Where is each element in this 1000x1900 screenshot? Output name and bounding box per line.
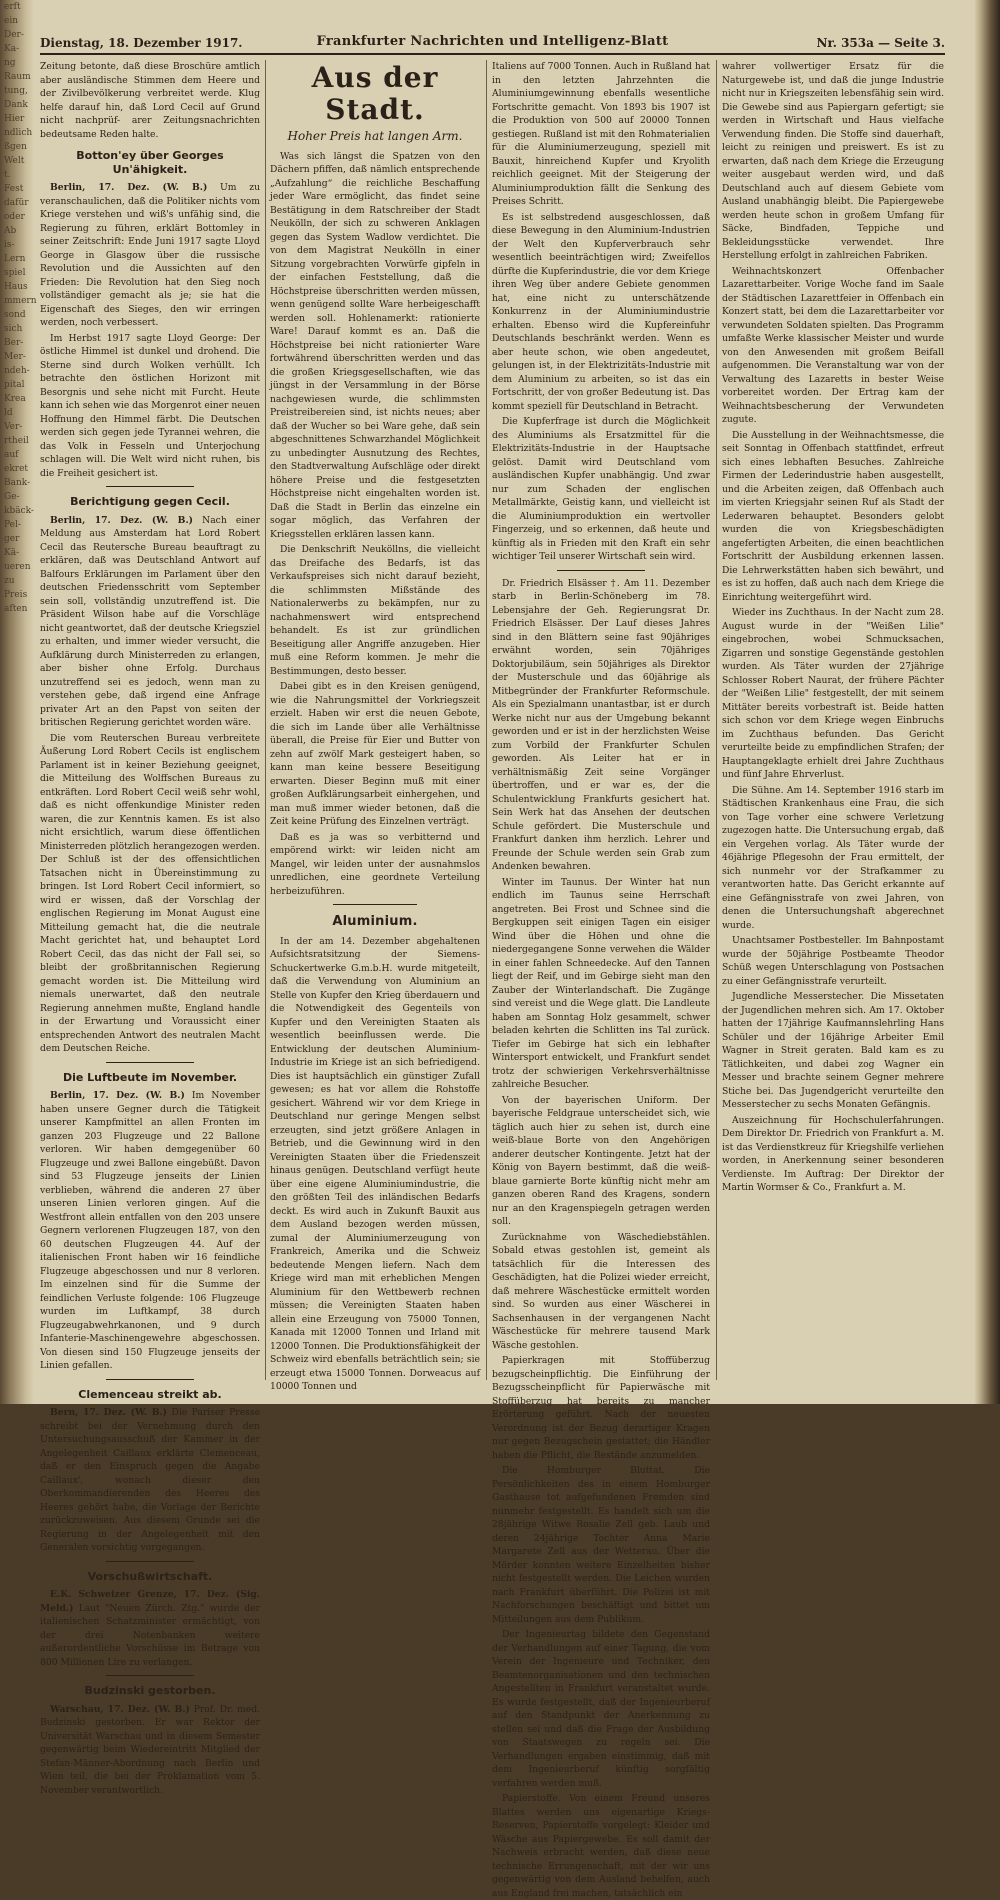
fold-margin-fragment: auf	[4, 450, 19, 460]
masthead-title: Frankfurter Nachrichten und Intelligenz-Blatt	[316, 34, 669, 49]
fold-margin-fragment: aften	[4, 604, 28, 614]
column-4	[722, 60, 944, 1380]
fold-margin-fragment: mmern	[4, 296, 37, 306]
fold-margin-fragment: rtheil	[4, 436, 29, 446]
column-3	[492, 60, 710, 1899]
fold-margin-fragment: erft	[4, 2, 21, 12]
fold-margin-fragment: Lern	[4, 254, 26, 264]
fold-margin-fragment: oder	[4, 212, 25, 222]
fold-margin-fragment: ger	[4, 534, 20, 544]
column-1	[40, 60, 261, 1796]
article-text: Die Pariser Presse schreibt bei der Vernehmung durch den Untersuchungsausschuß der Kammer in der Angelegenheit Caillaux erklärte Clemenceau, daß er den Einspruch gegen die Angabe Caillaux', wonach dieser den Oberkommandierenden des Heeres des Heeres gehört habe, die Vorlage der Berichte zurückzuweisen. Aus diesem Grunde sei die Regierung in der Angelegenheit mit den Generalen vorsichtig vorgegangen.	[40, 1407, 261, 1553]
article-text: Die vom Reuterschen Bureau verbreitete Äußerung Lord Robert Cecils ist englischem Parlament ist in keiner Beziehung geeignet, die Mitteilung des Wolffschen Bureaus zu entkräften. Lord Robert Cecil weiß sehr wohl, daß es nicht offenkundige Minister reden waren, die zur Kenntnis kamen. Es ist also nicht ersichtlich, warum diese öffentlichen Ministerreden plötzlich herangezogen werden. Der Schluß ist der des offensichtlichen Tatsachen nicht in Übereinstimmung zu bringen. Ist Lord Robert Cecil informiert, so wird er wissen, daß der Vorschlag der englischen Regierung im Monat August eine Mitteilung gemacht hat, die die neutrale Macht gerichtet hat, und behauptet Lord Robert Cecil, das das nicht der Fall sei, so bleibt der großbritannischen Regierung gemacht worden ist. Die Mitteilung wird niemals unerwartet, daß den neutrale Regierung annehmen mußte, England handle in der Erwartung und Voraussicht einer entsprechenden Antwort des neutralen Macht dem Deutschen Reiche.	[40, 732, 260, 1054]
section-rule	[106, 1379, 194, 1380]
fold-margin-fragment: Welt	[4, 156, 25, 166]
article-text: Dabei gibt es in den Kreisen genügend, wie die Nahrungsmittel der Vorkriegszeit erzielt. Haben wir erst die neuen Gebote, die sich im Lande über alle Verhältnisse überall, die Preise für Eier und Butter von zehn auf zwölf Mark gesteigert haben, so kann man keine bessere Beseitigung erwarten. Dieser Beginn muß mit einer großen Aufklärungsarbeit einhergehen, und man muß immer wieder betonen, daß die Zeit keine Prüfung des Einzelnen verträgt.	[270, 681, 480, 827]
news-item-papierstoffe: Papierstoffe. Von einem Freund unseres Blattes werden uns eigenartige Kriegs-Reserven, Papierstoffe vorgelegt: Kleider und Wäsche aus Papiergewebe. Es soll damit der Nachweis erbracht werden, daß diese neue technische Errungenschaft, mit der wir uns gegenwärtig von dem Ausland behelfen, auch aus England frei machen, tatsächlich ein	[492, 1793, 710, 1899]
article-text: Im Herbst 1917 sagte Lloyd George: Der östliche Himmel ist dunkel und drohend. Die Sterne sind durch Wolken verhüllt. Ich betrachte den östlichen Horizont mit Besorgnis und sehe nicht mit Furcht. Heute kann ich sehen wie das Morgenrot einer neuen Hoffnung den Himmel färbt. Die Deutschen werden sich gegen jede Tyrannei wehren, die das Volk in Fesseln und Unterjochung schlagen will. Die Welt wird nicht ruhen, bis die Freiheit gesichert ist.	[40, 332, 260, 479]
dateline: Warschau, 17. Dez. (W. B.)	[50, 1703, 190, 1715]
news-item-ingenieurtag: Der Ingenieurtag bildete den Gegenstand der Verhandlungen auf einer Tagung, die vom Verein der Ingenieure und Techniker, den Beamtenorganisationen und den technischen Angestellten in Frankfurt veranstaltet wurde. Es wurde festgestellt, daß der Ingenieurberuf auf den Standpunkt der Anerkennung zu stellen sei und daß die Frage der Ausbildung von Staatswegen zu regeln sei. Die Verhandlungen ergaben einstimmig, daß mit dem Ingenieurberuf künftig sorgfältig verfahren werden muß.	[492, 1629, 710, 1789]
fold-margin-fragment: Ge-	[4, 492, 20, 502]
section-rule	[106, 1675, 194, 1676]
header-rule	[40, 53, 945, 55]
article-subtitle: Hoher Preis hat langen Arm.	[287, 129, 463, 143]
section-rule	[106, 1561, 194, 1562]
news-item-uniform: Von der bayerischen Uniform. Der bayerische Feldgraue unterscheidet sich, wie täglich auch hier zu sehen ist, durch eine weiß-blaue Borte von den Angehörigen anderer deutscher Kontingente. Jetzt hat der König von Bayern bestimmt, daß die weiß-blaue garnierte Borte künftig nicht mehr am ganzen oberen Rand des Kragens, sondern nur an den Kragenspiegeln getragen werden soll.	[492, 1094, 710, 1227]
fold-margin-fragment: Krea	[4, 394, 26, 404]
fold-margin-fragment: Bank-	[4, 478, 31, 488]
article-text: Was sich längst die Spatzen von den Dächern pfiffen, daß nämlich entsprechende „Aufzahlung“ die reichliche Beschaffung jeder Ware ermöglicht, das findet seine Bestätigung in dem Ratschreiber der Stadt Neukölln, der sich zu schweren Anklagen gegen das System Wadlow verdichtet. Die von dem Magistrat Neukölln in einer Sitzung vorgebrachten Vorwürfe gipfeln in der einfachen Feststellung, daß die Höchstpreise überschritten werden müssen, wenn genügend sollte Ware herbeigeschafft werden soll. Hohlenamerkt: rationierte Ware! Darauf kommt es an. Daß die Höchstpreise bei nicht rationierter Ware fortwährend überschritten werden und das die großen Kriegsgesellschaften, wie das jüngst in der Versammlung in der Börse nachgewiesen wurde, die schlimmsten Preistreibereien sind, ist nichts neues; aber daß der Wucher so bei Ware gehe, daß sein abgeschnittenes Schwarzhandel Möglichkeit zu unbedingter Ausnutzung des Rechtes, den Stadtverwaltung Aufschläge oder direkt höhere Preise und die festgesetzten Höchstpreise nicht eingehalten worden ist. Daß die Stadt in Berlin das einzelne ein sogar möglich, das Verfahren der Kriegsstellen erklären lassen kann.	[270, 150, 480, 540]
news-item-postbesteller: Unachtsamer Postbesteller. Im Bahnpostamt wurde der 50jährige Postbeamte Theodor Schüß wegen Unterschlagung von Postsachen zu einer Gefängnisstrafe verurteilt.	[722, 935, 944, 987]
right-binding-edge	[974, 0, 1000, 1404]
article-continuation: wahrer vollwertiger Ersatz für die Naturgewebe ist, und daß die junge Industrie nicht nur in Kriegszeiten lebensfähig sein wird. Die Gewebe sind aus Papiergarn gefertigt; sie werden in Wirtschaft und Haus vielfache Verwendung finden. Die Stoffe sind dauerhaft, leicht zu reinigen und preiswert. Es ist zu erwarten, daß nach dem Kriege die Erzeugung weiter ausgebaut werden wird, und daß Deutschland auch auf diesem Gebiete vom Ausland unabhängig bleibt. Die Papiergewebe werden heute schon in großem Umfang für Säcke, Bindfaden, Teppiche und Bekleidungsstücke verwendet. Ihre Herstellung erfolgt in zahlreichen Fabriken.	[722, 61, 944, 261]
fold-margin-fragment: ßgen	[4, 142, 27, 152]
fold-margin-fragment: Raum	[4, 72, 31, 82]
article-continuation: Zeitung betonte, daß diese Broschüre amtlich aber ausländische Stimmen dem Heere und der Zivilbevölkerung verbreitet werde. Klug helfe darauf hin, daß Lord Cecil auf Grund nicht nachprüf- arer Zeitungsnachrichten bedeutsame Reden halte.	[40, 61, 260, 140]
article-text: Es ist selbstredend ausgeschlossen, daß diese Bewegung in den Aluminium-Industrien der Welt den Kupferverbrauch sehr wesentlich beeinträchtigen wird; Zweifellos dürfte die Kupferindustrie, die vor dem Kriege ihren Weg über andere Gebiete genommen hat, eine nicht zu unterschätzende Konkurrenz in der Aluminiumindustrie erhalten. Ebenso wird die Kupfereinfuhr Deutschlands beschränkt werden. Wenn es aber heute schon, wie oben angedeutet, gelungen ist, in der Elektrizitäts-Industrie mit dem Aluminium zu arbeiten, so ist das ein Fortschritt, der von großer Bedeutung ist. Das kommt speziell für Deutschland in Betracht.	[492, 211, 710, 412]
binding-fold-margin	[0, 0, 37, 1404]
headline-bottomley: Botton'ey über Georges Un'ähigkeit.	[76, 149, 224, 176]
news-item-ausstellung: Die Ausstellung in der Weihnachtsmesse, die seit Sonntag in Offenbach stattfindet, erfreut sich eines lebhaften Besuches. Zahlreiche Firmen der Lederindustrie haben ausgestellt, und die Arbeiten zeigen, daß Offenbach auch im vierten Kriegsjahr seinen Ruf als Stadt der Lederwaren behauptet. Besonders gelobt wurden die von Kriegsbeschädigten angefertigten Arbeiten, die einen beachtlichen Fortschritt der Ausbildung erkennen lassen. Die Lehrwerkstätten haben sich bewährt, und es ist zu hoffen, daß auch nach dem Kriege die Einrichtung weitergeführt wird.	[722, 429, 944, 603]
dateline: Berlin, 17. Dez. (W. B.)	[50, 514, 193, 526]
fold-margin-fragment: Der-	[4, 30, 24, 40]
fold-margin-fragment: ein	[4, 16, 19, 26]
fold-margin-fragment: Mer-	[4, 352, 26, 362]
dateline: Berlin, 17. Dez. (W. B.)	[50, 182, 208, 193]
news-item-konzert: Weihnachtskonzert Offenbacher Lazarettarbeiter. Vorige Woche fand im Saale der Städtischen Lazarettfeier in Offenbach ein Konzert statt, bei dem die Lazarettarbeiter vor verwundeten Soldaten spielten. Das Programm umfaßte Werke klassischer Meister und wurde von den Anwesenden mit großem Beifall aufgenommen. Die Veranstaltung war von der Verwaltung des Lazaretts in bester Weise vorbereitet worden. Der Ertrag kam der Weihnachtsbescherung der Verwundeten zugute.	[722, 265, 944, 425]
article-text: Nach einer Meldung aus Amsterdam hat Lord Robert Cecil das Reutersche Bureau beauftragt zu erklären, daß was Deutschland Antwort auf Balfours Erklärungen im Parlament über den deutschen Friedensschritt vom September sein soll, vollständig unzutreffend ist. Die Präsident Wilson habe auf die Vorschläge nicht geantwortet, daß der deutsche Kriegsziel zu erhalten, und immer wieder versucht, die Aufklärung durch Ministerreden zu erlangen, aber bisher ohne Erfolg. Durchaus unzutreffend sei es jedoch, wenn man zu verstehen gebe, daß irgend eine Anfrage privater Art an den Papst von seiten der britischen Regierung gerichtet worden wäre.	[40, 514, 261, 728]
fold-margin-fragment: Kä-	[4, 548, 20, 558]
section-rule	[333, 904, 417, 905]
headline-vorschuss: Vorschußwirtschaft.	[87, 1569, 213, 1583]
news-item-zuchthaus: Wieder ins Zuchthaus. In der Nacht zum 28. August wurde in der "Weißen Lilie" eingebrochen, wobei Schmucksachen, Zigarren und sonstige Gegenstände gestohlen wurden. Als Täter wurden der 27jährige Schlosser Robert Naurat, der frühere Pächter der "Weißen Lilie" festgestellt, der mit seinem Mittäter bereits vorbestraft ist. Beide hatten sich schon vor dem Kriege wegen Einbruchs im Zuchthaus befunden. Das Gericht verurteilte beide zu empfindlichen Strafen; der Hauptangeklagte erhielt drei Jahre Zuchthaus und fünf Jahre Ehrverlust.	[722, 607, 944, 780]
headline-luftbeute: Die Luftbeute im November.	[62, 1070, 238, 1084]
article-text: Prof. Dr. med. Budzinski gestorben. Er war Rektor der Universität Warschau und in diesem Semester gegenwärtig beim Wiedereintritt Mitglied der Stefan-Männer-Abordnung nach Berlin und Wien teil, die bei der Proklamation vom 5. November verantwortlich.	[40, 1703, 261, 1796]
news-item-auszeichnung: Auszeichnung für Hochschulerfahrungen. Dem Direktor Dr. Friedrich von Frankfurt a. M. ist das Verdienstkreuz für Kriegshilfe verliehen worden, in Anerkennung seiner besonderen Verdienste. Im Auftrag: Der Direktor der Martin Wormser & Co., Frankfurt a. M.	[722, 1114, 944, 1193]
fold-margin-fragment: ekret	[4, 464, 29, 474]
fold-margin-fragment: Ber-	[4, 338, 24, 348]
article-continuation: Italiens auf 7000 Tonnen. Auch in Rußland hat in den letzten Jahrzehnten die Aluminiumgewinnung ebenfalls wesentliche Fortschritte gemacht. Von 1893 bis 1907 ist die Produktion von 500 auf 20000 Tonnen gestiegen. Rußland ist mit den Rohmaterialien für die Aluminiumerzeugung, speziell mit Bauxit, hinreichend Kupfer und Kryolith reichlich geeignet. Mit der Steigerung der Aluminiumproduktion fällt die Senkung des Preises Schritt.	[492, 61, 710, 207]
headline-budzinski: Budzinski gestorben.	[84, 1684, 216, 1697]
fold-margin-fragment: ueren	[4, 562, 31, 572]
fold-margin-fragment: ld	[4, 408, 13, 418]
dateline: E.K. Schweizer Grenze, 17. Dez. (Sig. Meld.)	[40, 1589, 260, 1614]
article-text: Um zu veranschaulichen, daß die Politiker nichts vom Kriege verstehen und wiß's unfähig sind, die Regierung zu führen, erklärt Bottomley in seiner Zeitschrift: Ende Juni 1917 sagte Lloyd George in Glasgow über die russische Revolution und die Aussichten auf den Frieden: Die Revolution hat den Sieg noch vollständiger gemacht als je; sie hat die Eigenschaft des Sieges, den wir erringen werden, noch verbessert.	[40, 182, 260, 328]
headline-aluminium: Aluminium.	[332, 914, 418, 929]
article-text: Daß es ja was so verbitternd und empörend wirkt: wir leiden nicht am Mangel, wir leiden unter der ausnahmslos unredlichen, eine geordnete Verteilung herbeizuführen.	[270, 831, 480, 897]
fold-margin-fragment: ndeh-	[4, 366, 30, 376]
news-item-homburg: Die Homburger Bluttat. Die Persönlichkeiten des in einem Homburger Gasthause tot aufgefundenen Fremden sind nunmehr festgestellt. Es handelt sich um die 28jährige Witwe Rosalie Zell geb. Laub und deren 24jährige Tochter Anna Marie Margarete Zell aus der Wetterau. Über die Mörder konnten weitere Einzelheiten bisher nicht festgestellt werden. Die Leichen wurden nach Frankfurt überführt. Die Polizei ist mit Nachforschungen beschäftigt und bittet um Mitteilungen aus dem Publikum.	[492, 1465, 710, 1625]
fold-margin-fragment: Pel-	[4, 520, 21, 530]
fold-margin-fragment: Preis	[4, 590, 28, 600]
news-item-waesche: Zurücknahme von Wäschediebstählen. Sobald etwas gestohlen ist, gemeint als tatsächlich für die Interessen des Geschädigten, hat die Polizei wieder erreicht, daß mehrere Wäschestücke ermittelt worden sind. So wurden aus einer Wäscherei in Sachsenhausen in der vergangenen Nacht Wäschestücke für mehrere tausend Mark Wäsche gestohlen.	[492, 1231, 710, 1351]
section-rule	[557, 570, 644, 571]
fold-margin-fragment: ndlich	[4, 128, 33, 138]
news-item-suehne: Die Sühne. Am 14. September 1916 starb im Städtischen Krankenhaus eine Frau, die sich von Tage vorher eine schwere Verletzung zugezogen hatte. Die Untersuchung ergab, daß ein Vergehen vorlag. Als Täter wurde der 46jährige Pflegesohn der Frau ermittelt, der sich nunmehr vor der Strafkammer zu verantworten hatte. Das Gericht erkannte auf eine Gefängnisstrafe von zwei Jahren, von denen die Untersuchungshaft abgerechnet wurde.	[722, 784, 944, 931]
issue-page-number: Nr. 353a — Seite 3.	[816, 36, 945, 50]
fold-margin-fragment: Ab	[4, 226, 17, 236]
fold-margin-fragment: Dank	[4, 100, 28, 110]
fold-margin-fragment: Ver-	[4, 422, 23, 432]
fold-margin-fragment: pital	[4, 380, 25, 390]
article-text: Im November haben unsere Gegner durch die Tätigkeit unserer Kampfmittel an allen Fronten im ganzen 203 Flugzeuge und 22 Ballone verloren. Wir haben demgegenüber 60 Flugzeuge und zwei Ballone eingebüßt. Davon sind 53 Flugzeuge jenseits der Linien verblieben, während die anderen 27 über unseren Linien verloren gingen. Auf die Westfront allein entfallen von den 203 unsere Gegnern verlorenen Flugzeugen 187, von den 60 deutschen Flugzeugen 44. Auf der italienischen Front haben wir 16 feindliche Flugzeuge abgeschossen und nur 8 verloren. Im einzelnen sind für die Summe der feindlichen Verluste folgende: 106 Flugzeuge wurden im Luftkampf, 38 durch Flugzeugabwehrkanonen, und 9 durch Infanterie-Maschinengewehre abgeschossen. Von diesen sind 150 Flugzeuge jenseits der Linien gefallen.	[40, 1090, 260, 1371]
fold-margin-fragment: dafür	[4, 198, 29, 208]
headline-cecil: Berichtigung gegen Cecil.	[70, 495, 230, 508]
news-item-elsaesser: Dr. Friedrich Elsässer †. Am 11. Dezember starb in Berlin-Schöneberg im 78. Lebensjahre der Geh. Regierungsrat Dr. Friedrich Elsässer. Der Lauf dieses Jahres sind in den Blättern seine fast 90jähriges erwähnt worden, sein 70jähriges Doktorjubiläum, sein 50jähriges als Direktor der Musterschule und das 60jährige als Mitbegründer der Frankfurter Reformschule. Als ein Spezialmann unantastbar, ist er durch Werke nicht nur aus der Umgebung bekannt geworden und er ist in der herzlichsten Weise zum Vorbild der Frankfurter Schulen geworden. Als Leiter hat er in verhältnismäßig Zeit seine Vorgänger übertroffen, und er war es, der die Schulentwicklung Frankfurts gesichert hat. Sein Werk hat das Ansehen der deutschen Schule gefördert. Die Musterschule und Frankfurt danken ihm herzlich. Lehrer und Freunde der Schule werden sein Grab zum Andenken bewahren.	[492, 577, 710, 872]
fold-margin-fragment: sich	[4, 324, 23, 334]
fold-margin-fragment: is-	[4, 240, 15, 250]
article-text: Die Denkschrift Neuköllns, die vielleicht das Dreifache des Bedarfs, ist das Verkaufspreises sich nicht darauf bezieht, die schlimmsten Mißstände des Nationalerwerbs zu bekämpfen, nur zu nachahmenswert wird entsprechend behandelt. Es ist zur gründlichen Beseitigung aller Angriffe anzugeben. Hier muß eine Reform kommen. Je mehr die Bestimmungen, desto besser.	[270, 544, 480, 677]
fold-margin-fragment: kbäck-	[4, 506, 34, 516]
column-divider	[716, 60, 717, 1380]
fold-margin-fragment: sond	[4, 310, 26, 320]
fold-margin-fragment: tung,	[4, 86, 28, 96]
article-text: Die Kupferfrage ist durch die Möglichkeit des Aluminiums als Ersatzmittel für die Elektrizitäts-Industrie in der Hauptsache gelöst. Damit wird Deutschland vom ausländischen Kupfer unabhängig. Und zwar nur zum Schaden der englischen Metallmärkte, Geistig kann, und vielleicht ist die Aluminiumproduktion ein wertvoller Fingerzeig, und so erkennen, daß heute und künftig als in Frieden mit den Kraft ein sehr wichtiger Teil unserer Wirtschaft sein wird.	[492, 416, 710, 562]
fold-margin-fragment: Hier	[4, 114, 25, 124]
fold-margin-fragment: Haus	[4, 282, 28, 292]
column-divider	[265, 60, 266, 1380]
fold-margin-fragment: Fest	[4, 184, 24, 194]
fold-margin-fragment: t.	[4, 170, 11, 180]
dateline: Bern, 17. Dez. (W. B.)	[50, 1407, 168, 1418]
fold-margin-fragment: ng	[4, 58, 16, 68]
section-title-aus-der-stadt: Aus der Stadt.	[311, 61, 439, 126]
fold-margin-fragment: Ka-	[4, 44, 20, 54]
section-rule	[106, 486, 194, 487]
news-item-papierkragen: Papierkragen mit Stoffüberzug bezugscheinpflichtig. Die Einführung der Bezugsscheinpflicht für Papierwäsche mit Stoffüberzug hat bereits zu mancher Erörterung geführt. Nach der neuesten Verordnung ist der Bezug derartiger Kragen nur gegen Bezugschein gestattet; die Händler haben die Pflicht, die Bestände anzumelden.	[492, 1355, 710, 1461]
headline-clemenceau: Clemenceau streikt ab.	[78, 1387, 222, 1401]
section-rule	[106, 1062, 194, 1063]
article-text: In der am 14. Dezember abgehaltenen Aufsichtsratsitzung der Siemens-Schuckertwerke G.m.b.H. wurde mitgeteilt, daß die Verwendung von Aluminium an Stelle von Kupfer den Krieg überdauern und die Notwendigkeit des Gegenteils von Kupfer und den Vereinigten Staaten als wesentlich beeinflussen werde. Die Entwicklung der deutschen Aluminium-Industrie im Kriege ist an sich befriedigend. Dies ist hauptsächlich ein günstiger Zufall gewesen; es hat vor allem die Rohstoffe gesichert. Während wir vor dem Kriege in Deutschland nur geringe Mengen selbst erzeugten, sind jetzt größere Anlagen in Betrieb, und die Gewinnung wird in den Vereinigten Staaten über die Friedenszeit hinaus genügen. Deutschland verfügt heute über eine eigene Aluminiumindustrie, die den größten Teil des inländischen Bedarfs deckt. Es wird auch in Zukunft Bauxit aus dem Ausland bezogen werden müssen, zumal der Aluminiumerzeugung von Frankreich, Amerika und die Schweiz bedeutende Mengen liefern. Nach dem Kriege wird man mit erheblichen Mengen Aluminium für den Wettbewerb rechnen müssen; die Vereinigten Staaten haben allein eine Erzeugung von 75000 Tonnen, Kanada mit 12000 Tonnen und Irland mit 12000 Tonnen. Die Produktionsfähigkeit der Schweiz wird ebenfalls beträchtlich sein; sie erzeugt etwa 15000 Tonnen. Dorweacus auf 10000 Tonnen und	[270, 935, 480, 1392]
header-date: Dienstag, 18. Dezember 1917.	[40, 36, 243, 50]
news-item-messerstecher: Jugendliche Messerstecher. Die Missetaten der Jugendlichen mehren sich. Am 17. Oktober hatten der 17jährige Kaufmannslehrling Hans Schüler und der 16jährige Arbeiter Emil Wagner in Streit geraten. Bald kam es zu Tätlichkeiten, und dabei zog Wagner ein Messer und brachte seinem Gegner mehrere Stiche bei. Das Jugendgericht verurteilte den Messerstecher zu sechs Monaten Gefängnis.	[722, 991, 944, 1110]
fold-margin-fragment: spiel	[4, 268, 26, 278]
fold-margin-fragment: zu	[4, 576, 15, 586]
column-2	[270, 60, 480, 1392]
column-divider	[486, 60, 487, 1380]
article-text: Laut "Neuen Zürch. Ztg." wurde der italienischen Schatzminister ermächtigt, von der drei Notenbanken weitere außerordentliche Vorschüsse im Betrage von 800 Millionen Lire zu verlangen.	[40, 1602, 260, 1668]
dateline: Berlin, 17. Dez. (W. B.)	[50, 1090, 185, 1101]
news-item-taunus: Winter im Taunus. Der Winter hat nun endlich im Taunus seine Herrschaft angetreten. Bei Frost und Schnee sind die Bergkuppen seit einigen Tagen ein eisiger Wind über die Höhen und ohne die niedergegangene Sonne verwehen die Wälder in einer fahlen Schneedecke. Auf den Tannen liegt der Reif, und im Gebirge sieht man den Zauber der Winterlandschaft. Die Zugänge sind vereist und die Wege glatt. Die Landleute haben am Sonntag Holz gesammelt, schwer beladen kehrten die Schlitten ins Tal zurück. Tiefer im Gebirge hat sich ein lebhafter Wintersport entwickelt, und Frankfurt sendet trotz der schwierigen Verkehrsverhältnisse zahlreiche Besucher.	[492, 876, 710, 1090]
